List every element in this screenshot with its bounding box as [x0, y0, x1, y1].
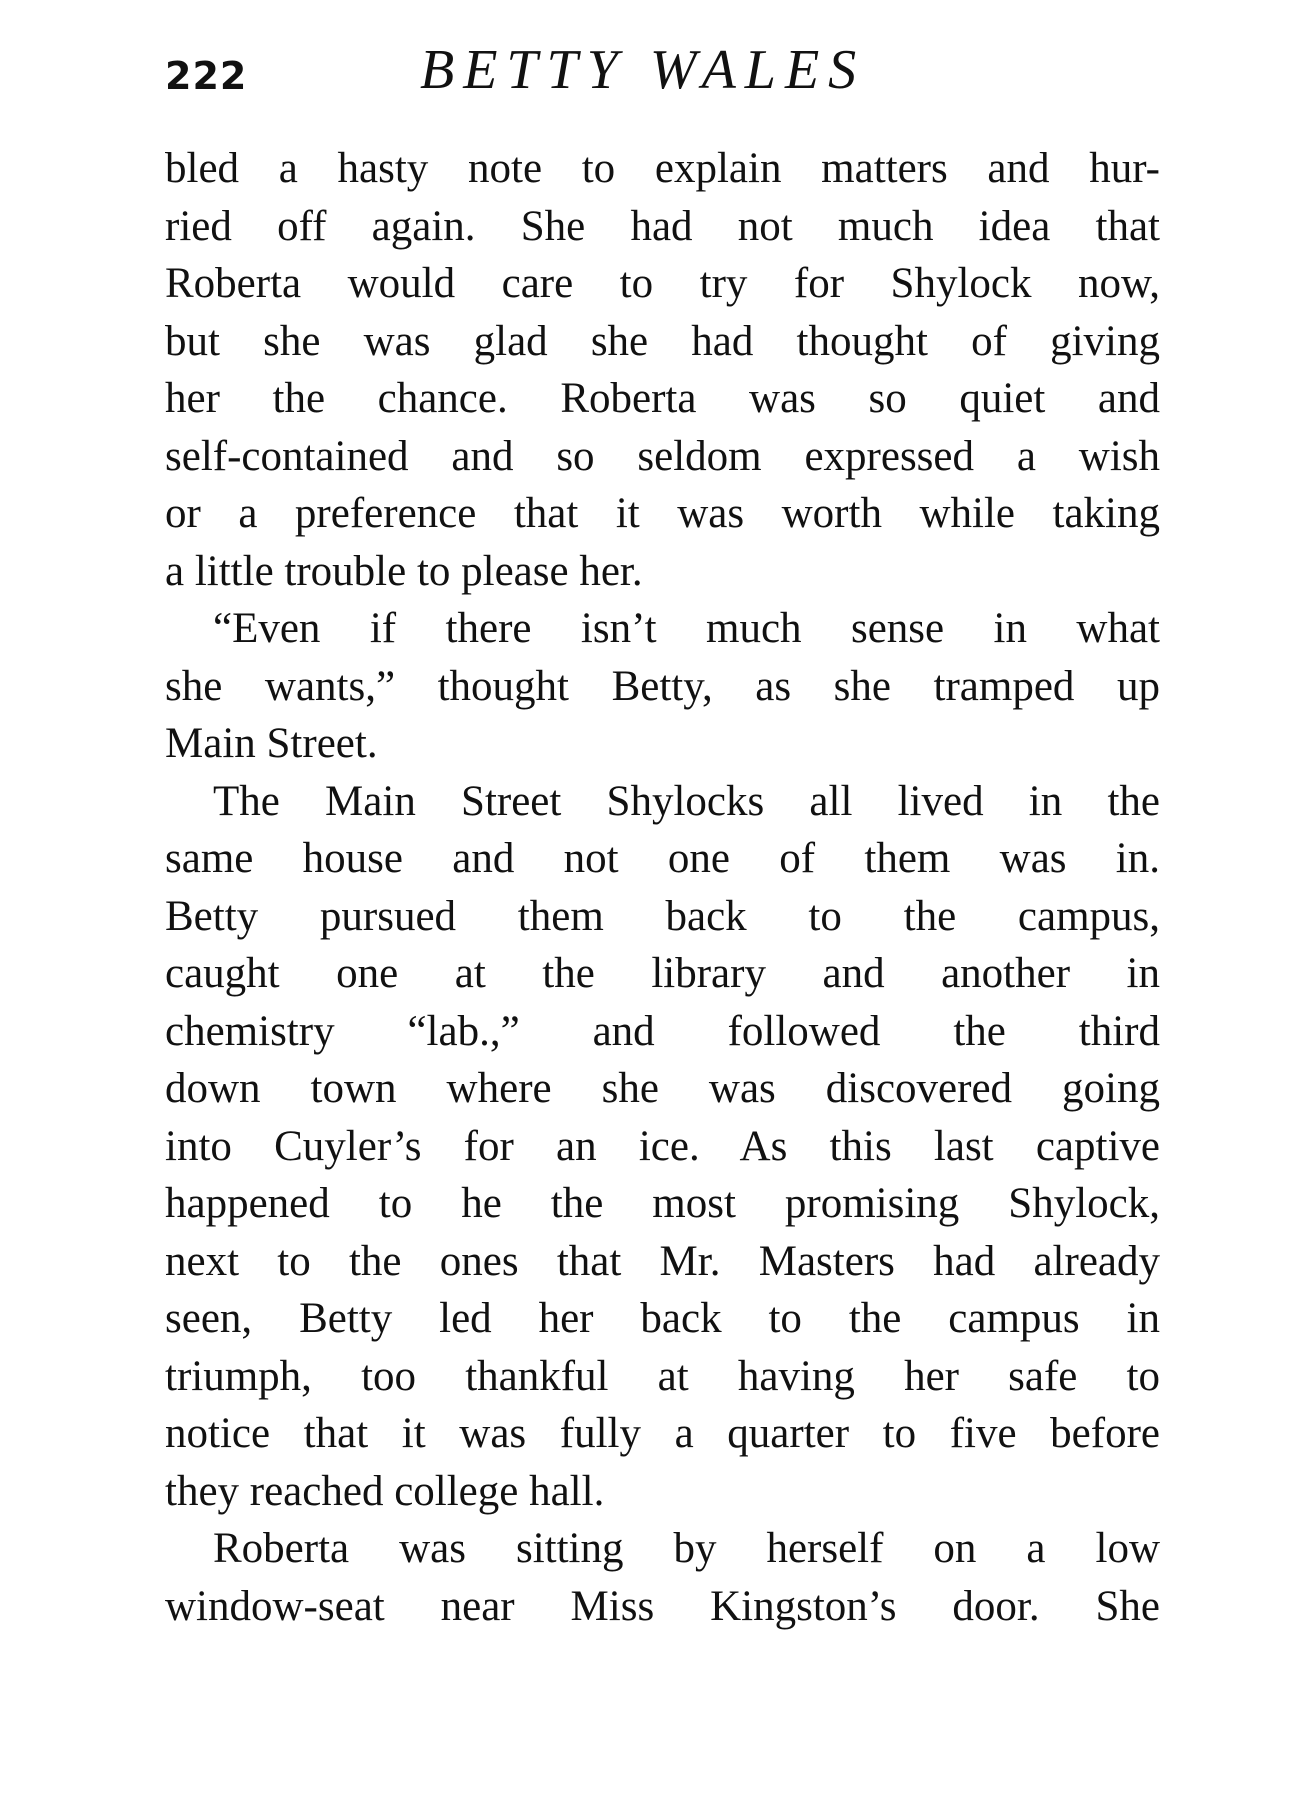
paragraph-continued — [165, 140, 1160, 600]
text-line: next to the ones that Mr. Masters had already — [165, 1237, 1160, 1285]
text-line: notice that it was fully a quarter to five before — [165, 1410, 1160, 1457]
body-text — [165, 140, 1160, 1635]
text-line: but she was glad she had thought of giving — [165, 317, 1160, 365]
paragraph-shylocks — [165, 773, 1160, 1521]
text-line: happened to he the most promising Shylock, — [165, 1180, 1160, 1227]
text-line: Main Street. — [165, 720, 378, 767]
text-line: they reached college hall. — [165, 1467, 605, 1515]
text-line: seen, Betty led her back to the campus in — [165, 1295, 1160, 1342]
text-line: Roberta was sitting by herself on a low — [213, 1525, 1160, 1572]
text-line: caught one at the library and another in — [165, 950, 1160, 997]
text-line: or a preference that it was worth while taking — [165, 490, 1160, 537]
paragraph-betty-thought — [165, 600, 1160, 773]
paragraph-roberta — [165, 1520, 1160, 1635]
text-line: triumph, too thankful at having her safe to — [165, 1352, 1160, 1400]
text-line: chemistry “lab.,” and followed the third — [165, 1007, 1160, 1055]
text-line: Betty pursued them back to the campus, — [165, 892, 1160, 940]
page-number: 222 — [165, 54, 248, 98]
text-line: into Cuyler’s for an ice. As this last captive — [165, 1122, 1160, 1170]
text-line: The Main Street Shylocks all lived in the — [213, 777, 1160, 825]
text-line: window-seat near Miss Kingston’s door. She — [165, 1582, 1160, 1630]
text-line: she wants,” thought Betty, as she tramped up — [165, 662, 1160, 710]
text-line: ried off again. She had not much idea that — [165, 202, 1160, 250]
text-line: bled a hasty note to explain matters and hur- — [165, 145, 1160, 192]
text-line: her the chance. Roberta was so quiet and — [165, 375, 1160, 422]
text-line: same house and not one of them was in. — [165, 835, 1160, 882]
text-line: “Even if there isn’t much sense in what — [213, 605, 1160, 652]
text-line: a little trouble to please her. — [165, 547, 643, 595]
text-line: Roberta would care to try for Shylock now, — [165, 260, 1160, 307]
running-head — [165, 38, 1165, 108]
text-line: self-contained and so seldom expressed a wish — [165, 432, 1160, 480]
running-title: BETTY WALES — [420, 39, 866, 101]
text-line: down town where she was discovered going — [165, 1065, 1160, 1112]
